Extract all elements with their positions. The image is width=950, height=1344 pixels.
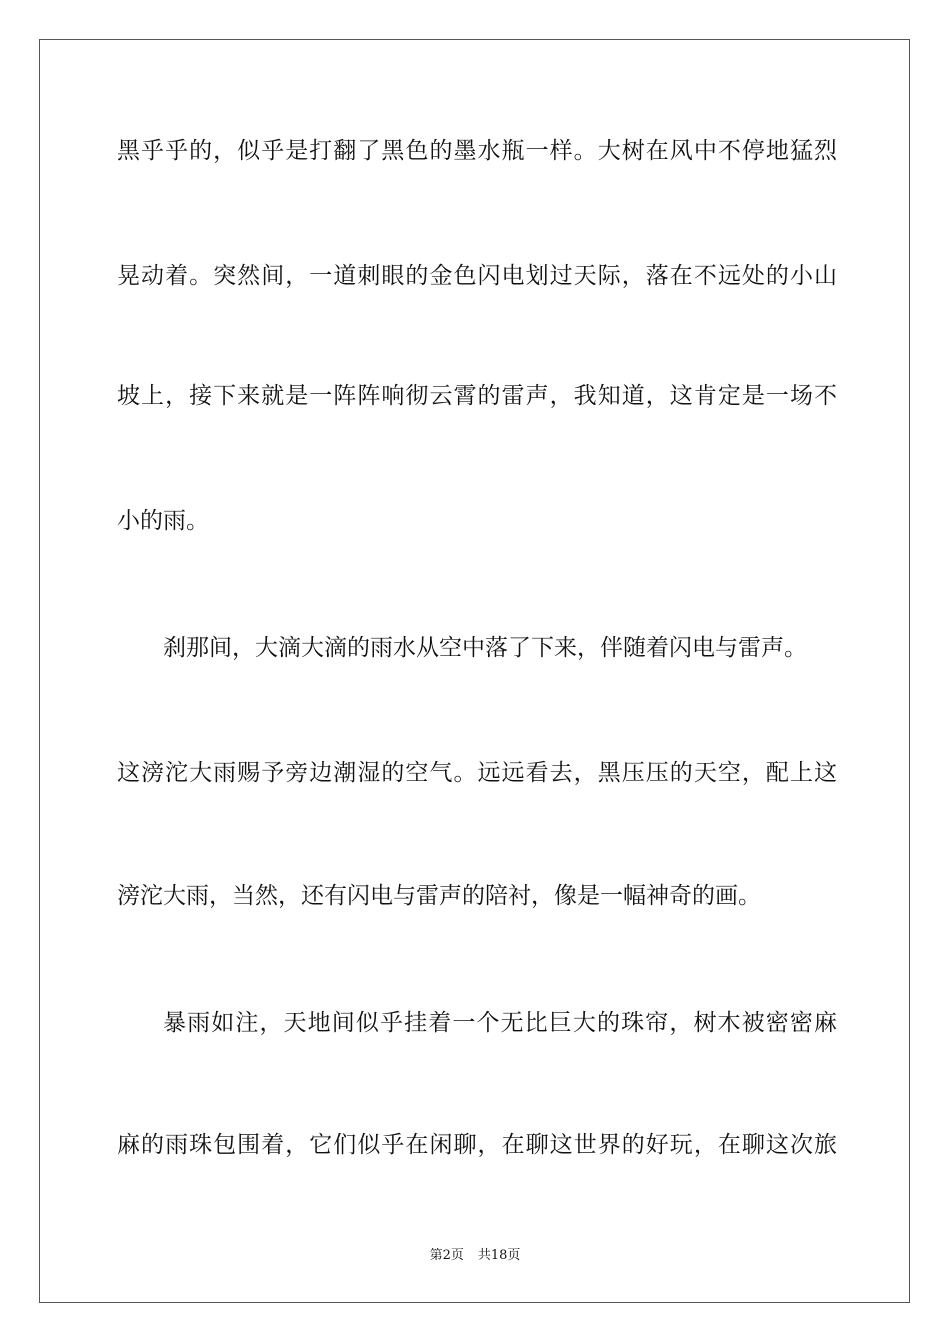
text-line: 刹那间，大滴大滴的雨水从空中落了下来，伴随着闪电与雷声。: [163, 635, 807, 661]
page-frame: [39, 39, 910, 1303]
page-number: 第2页: [429, 1248, 464, 1263]
text-line: 滂沱大雨，当然，还有闪电与雷声的陪衬，像是一幅神奇的画。: [117, 883, 761, 909]
page-footer: [0, 1247, 950, 1265]
text-line: 麻的雨珠包围着，它们似乎在闲聊，在聊这世界的好玩，在聊这次旅: [117, 1132, 837, 1158]
page-total: 共18页: [477, 1248, 521, 1263]
text-line: 暴雨如注，天地间似乎挂着一个无比巨大的珠帘，树木被密密麻: [163, 1010, 837, 1036]
text-line: 坡上，接下来就是一阵阵响彻云霄的雷声，我知道，这肯定是一场不: [117, 383, 837, 409]
text-line: 晃动着。突然间，一道刺眼的金色闪电划过天际，落在不远处的小山: [117, 263, 837, 289]
text-line: 黑乎乎的，似乎是打翻了黑色的墨水瓶一样。大树在风中不停地猛烈: [117, 138, 837, 164]
text-line: 这滂沱大雨赐予旁边潮湿的空气。远远看去，黑压压的天空，配上这: [117, 760, 837, 786]
text-line: 小的雨。: [117, 508, 209, 534]
